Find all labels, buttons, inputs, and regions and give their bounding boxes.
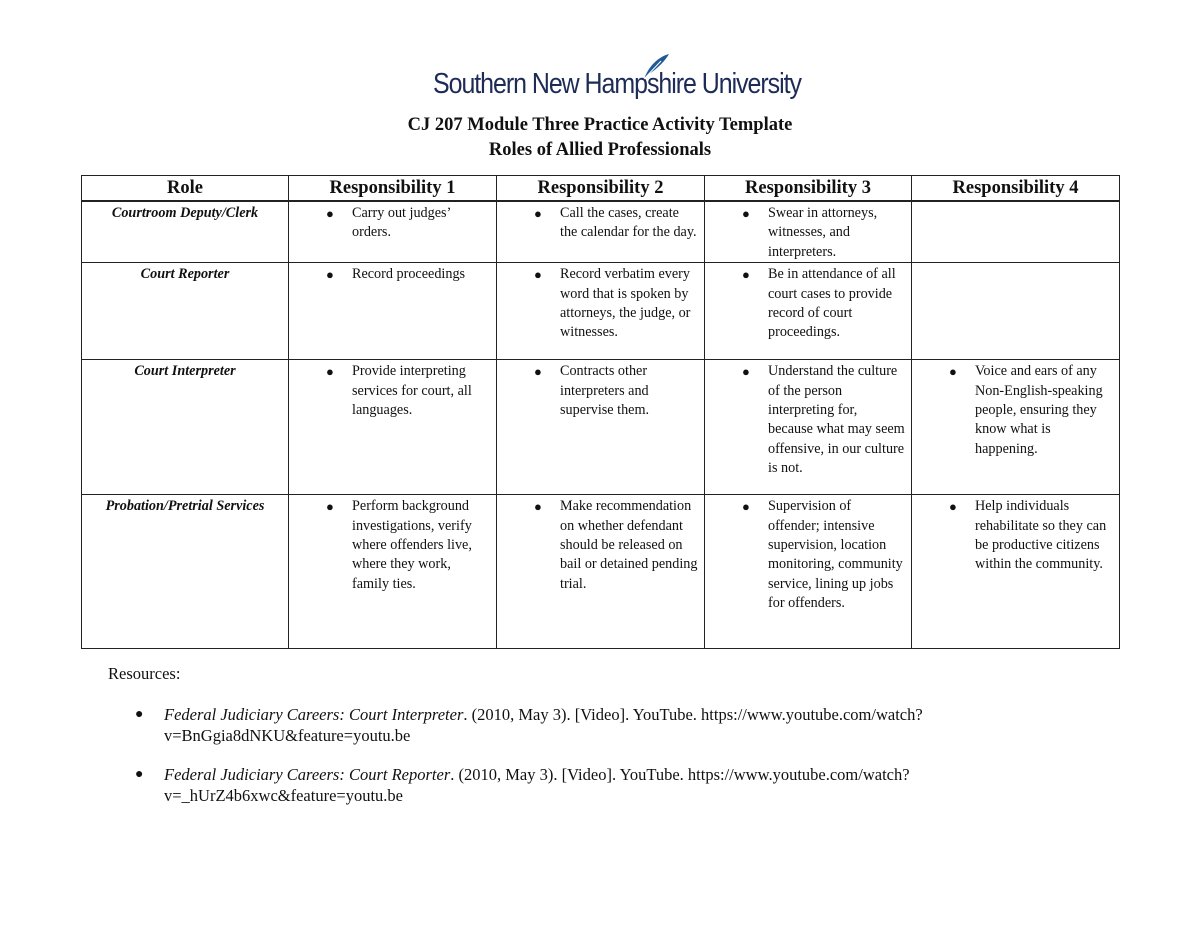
responsibility-text: Help individuals rehabilitate so they can be productive citizens within the community. xyxy=(975,498,1107,573)
bullet-icon: ● xyxy=(949,364,957,380)
responsibility-cell xyxy=(289,201,497,263)
feather-icon xyxy=(641,52,671,82)
bullet-icon: ● xyxy=(742,267,750,283)
reference-item xyxy=(135,764,1015,806)
role-name: Probation/Pretrial Services xyxy=(82,495,289,649)
document-subtitle: Roles of Allied Professionals xyxy=(488,140,712,160)
responsibility-cell xyxy=(289,263,497,360)
role-name: Court Reporter xyxy=(82,263,289,360)
responsibility-cell xyxy=(705,495,912,649)
bullet-icon: ● xyxy=(326,364,334,380)
university-name: Southern New Hampshire University xyxy=(433,68,801,100)
column-header-responsibility-2: Responsibility 2 xyxy=(497,176,705,202)
bullet-icon: ● xyxy=(135,707,144,722)
bullet-icon: ● xyxy=(326,499,334,515)
reference-title: Federal Judiciary Careers: Court Interpreter xyxy=(164,705,464,724)
table-row xyxy=(82,495,1120,649)
bullet-icon: ● xyxy=(534,364,542,380)
responsibility-cell-empty xyxy=(912,263,1120,360)
bullet-icon: ● xyxy=(742,364,750,380)
reference-citation: . (2010, May 3). [Video]. YouTube. https://www.youtube.com/watch?v=BnGgia8dNKU&feature=youtu.be xyxy=(164,705,923,745)
responsibility-cell xyxy=(497,263,705,360)
responsibility-cell-empty xyxy=(912,201,1120,263)
responsibility-cell xyxy=(497,201,705,263)
responsibility-cell xyxy=(912,495,1120,649)
document-titles xyxy=(0,113,1200,163)
role-name: Courtroom Deputy/Clerk xyxy=(82,201,289,263)
responsibility-text: Make recommendation on whether defendant should be released on bail or detained pending trial. xyxy=(560,498,698,592)
bullet-icon: ● xyxy=(949,499,957,515)
reference-title: Federal Judiciary Careers: Court Reporter xyxy=(164,765,451,784)
responsibility-cell xyxy=(705,263,912,360)
table-row xyxy=(82,263,1120,360)
table-row xyxy=(82,201,1120,263)
responsibility-text: Supervision of offender; intensive supervision, location monitoring, community service, lining up jobs for offenders. xyxy=(768,498,903,612)
responsibility-text: Provide interpreting services for court, all languages. xyxy=(352,363,472,419)
bullet-icon: ● xyxy=(326,206,334,221)
bullet-icon: ● xyxy=(326,267,334,283)
responsibility-text: Record proceedings xyxy=(352,266,466,283)
responsibility-text: Voice and ears of any Non-English-speaking people, ensuring they know what is happening. xyxy=(975,363,1103,457)
document-title: CJ 207 Module Three Practice Activity Template xyxy=(407,115,793,135)
reference-item xyxy=(135,704,1015,746)
bullet-icon: ● xyxy=(534,267,542,283)
responsibility-text: Be in attendance of all court cases to provide record of court proceedings. xyxy=(768,266,896,341)
university-logo xyxy=(433,58,801,104)
resources-heading: Resources: xyxy=(108,664,181,683)
responsibility-text: Contracts other interpreters and supervise them. xyxy=(560,363,650,419)
bullet-icon: ● xyxy=(135,767,144,782)
responsibility-text: Call the cases, create the calendar for the day. xyxy=(560,205,697,241)
reference-citation: . (2010, May 3). [Video]. YouTube. https://www.youtube.com/watch?v=_hUrZ4b6xwc&feature=youtu.be xyxy=(164,765,910,805)
column-header-role: Role xyxy=(82,176,289,202)
column-header-responsibility-1: Responsibility 1 xyxy=(289,176,497,202)
responsibility-text: Carry out judges’ orders. xyxy=(352,205,451,241)
responsibility-text: Understand the culture of the person interpreting for, because what may seem offensive, in our culture is not. xyxy=(768,363,905,477)
responsibility-cell xyxy=(497,495,705,649)
responsibility-text: Swear in attorneys, witnesses, and interpreters. xyxy=(768,205,878,260)
bullet-icon: ● xyxy=(534,499,542,515)
responsibility-cell xyxy=(289,360,497,495)
bullet-icon: ● xyxy=(742,499,750,515)
responsibility-cell xyxy=(912,360,1120,495)
role-name: Court Interpreter xyxy=(82,360,289,495)
responsibility-text: Perform background investigations, verify where offenders live, where they work, family ties. xyxy=(352,498,472,592)
responsibility-cell xyxy=(705,360,912,495)
responsibility-text: Record verbatim every word that is spoken by attorneys, the judge, or witnesses. xyxy=(560,266,691,341)
column-header-responsibility-4: Responsibility 4 xyxy=(912,176,1120,202)
table-header-row xyxy=(82,176,1120,202)
bullet-icon: ● xyxy=(742,206,750,221)
responsibility-cell xyxy=(705,201,912,263)
bullet-icon: ● xyxy=(534,206,542,221)
responsibility-cell xyxy=(289,495,497,649)
roles-table xyxy=(81,175,1120,649)
column-header-responsibility-3: Responsibility 3 xyxy=(705,176,912,202)
responsibility-cell xyxy=(497,360,705,495)
table-row xyxy=(82,360,1120,495)
